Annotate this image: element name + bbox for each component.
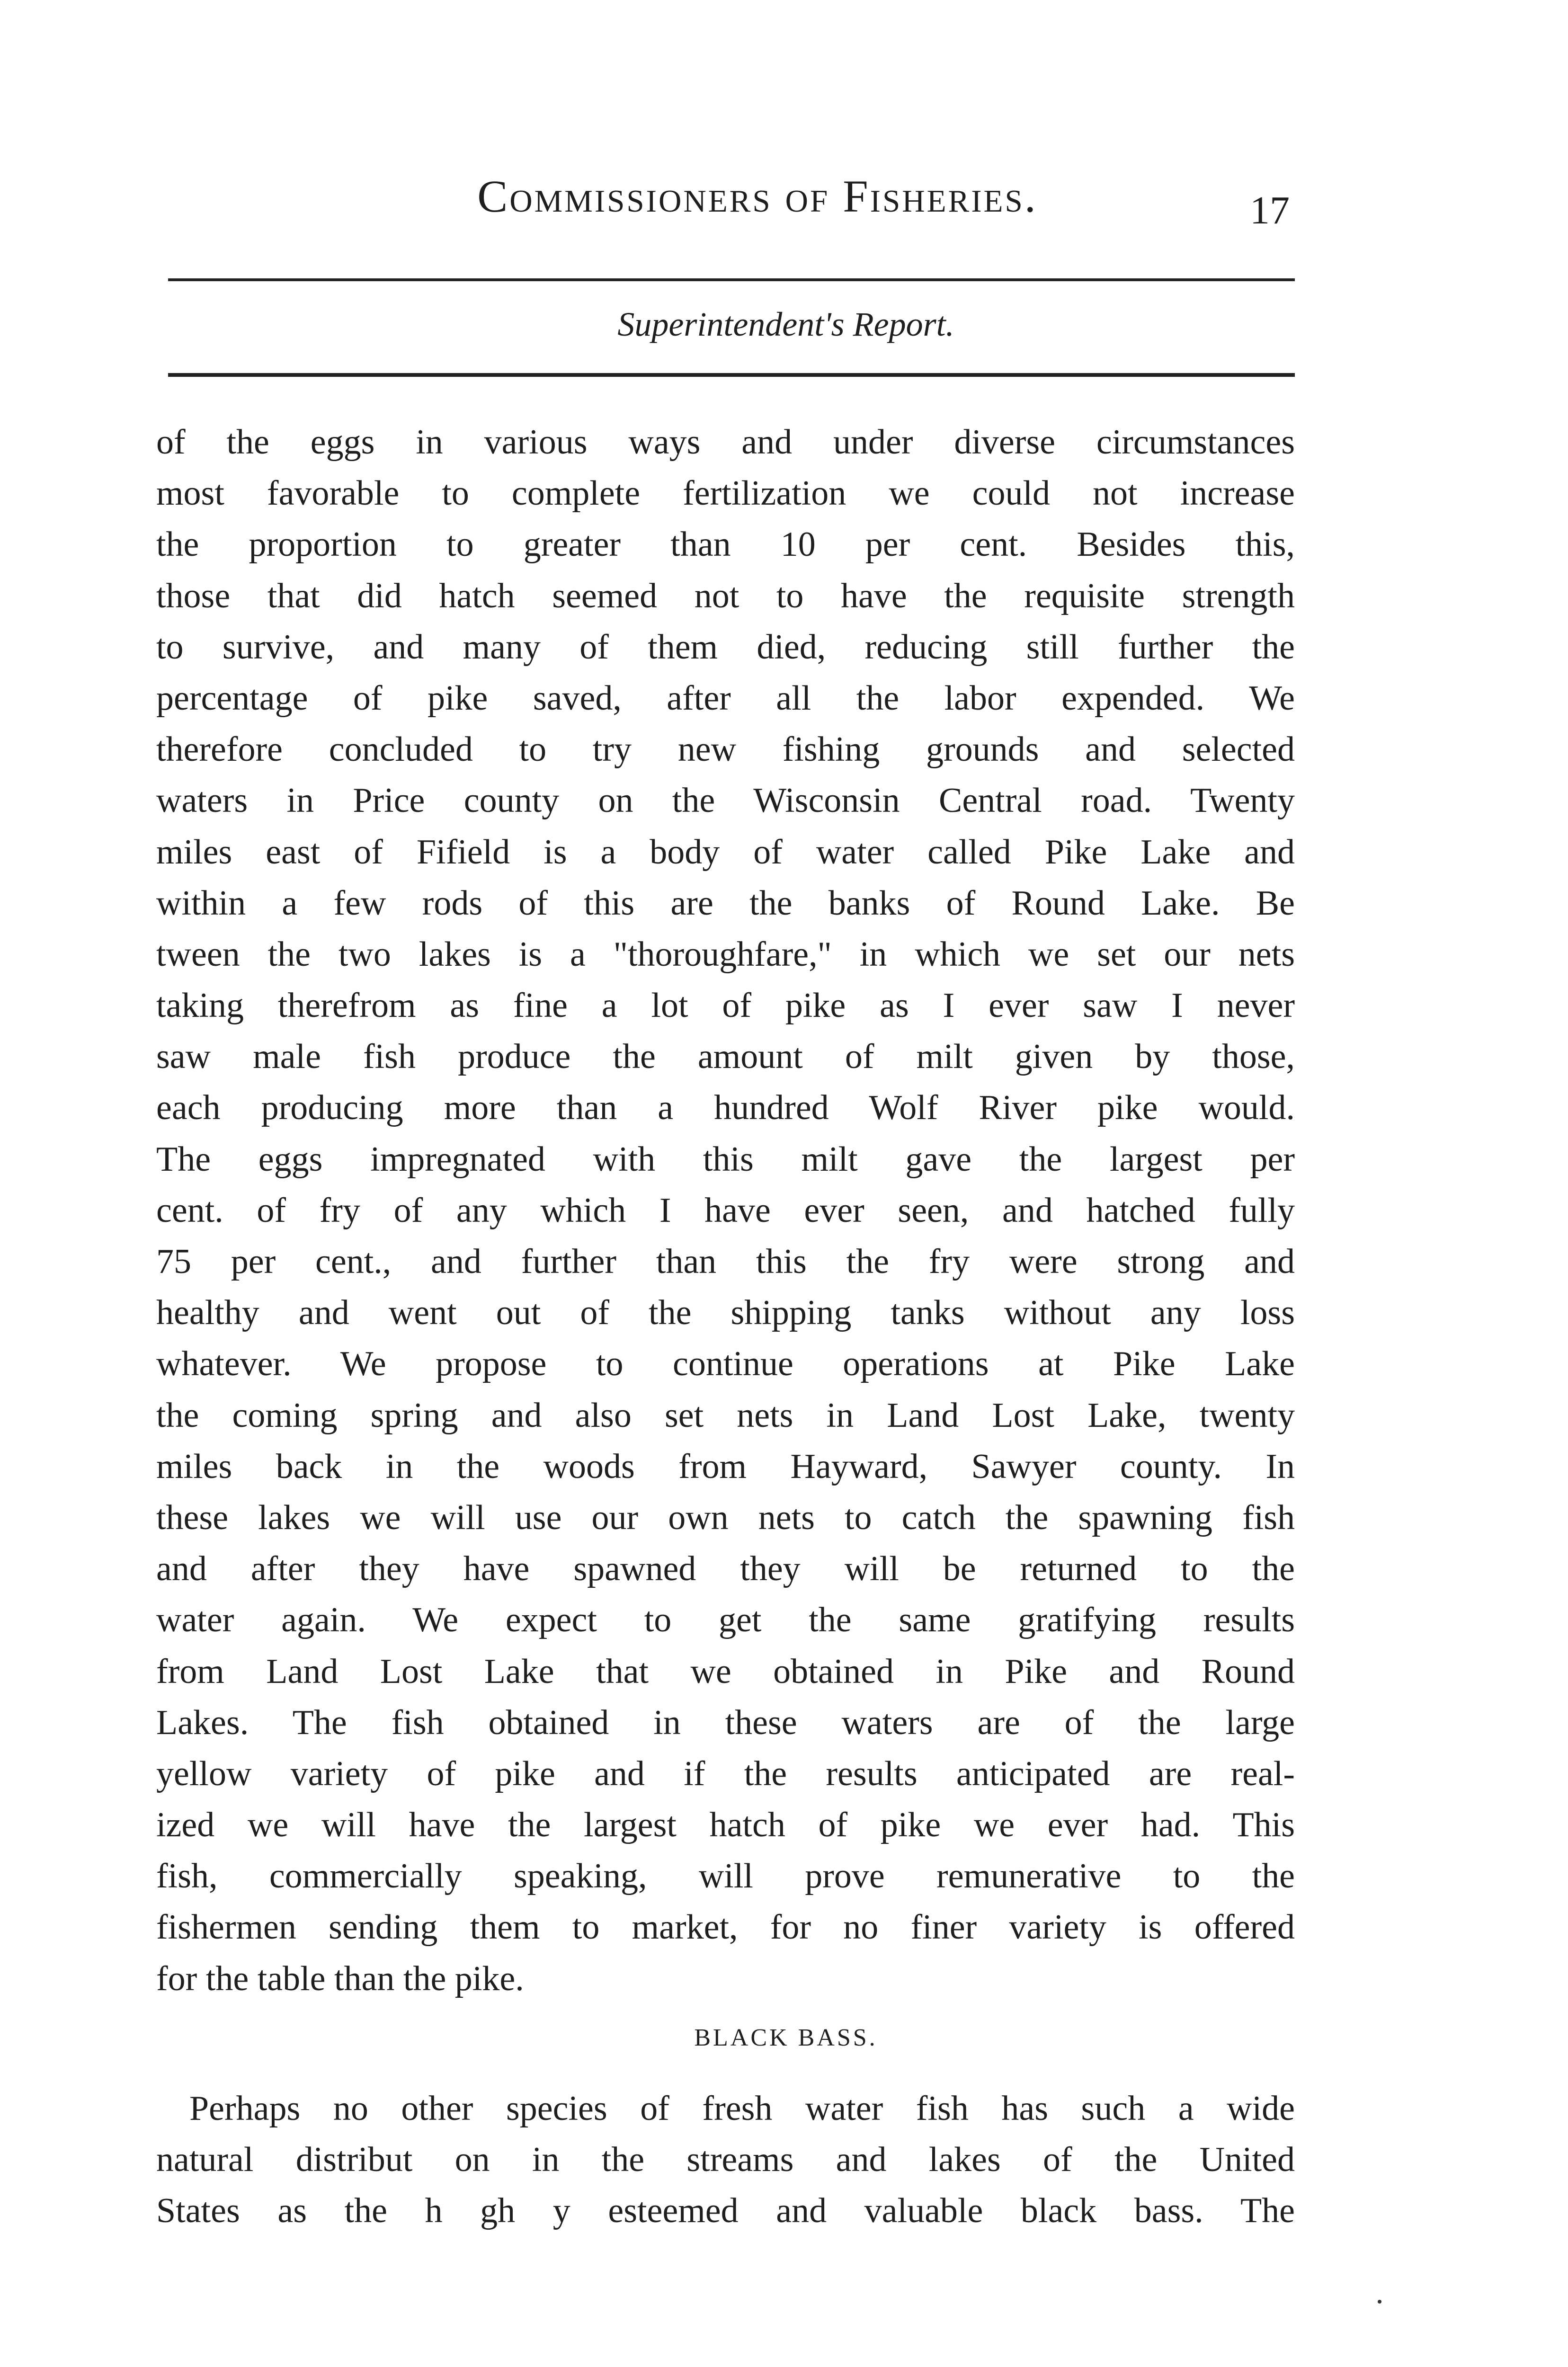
- text-line: water again. We expect to get the same gratifying results: [156, 1601, 1295, 1640]
- running-head-title: Commissioners of Fisheries.: [477, 171, 1038, 222]
- body-paragraph: [156, 417, 1295, 2004]
- section-paragraph: [156, 2083, 1295, 2236]
- text-line: fish, commercially speaking, will prove remunerative to the: [156, 1857, 1295, 1896]
- text-line: percentage of pike saved, after all the labor expended. We: [156, 678, 1295, 718]
- text-line: yellow variety of pike and if the results anticipated are real-: [156, 1754, 1295, 1793]
- text-line: 75 per cent., and further than this the fry were strong and: [156, 1242, 1295, 1281]
- text-line: and after they have spawned they will be returned to the: [156, 1549, 1295, 1589]
- text-line: for the table than the pike.: [156, 1959, 524, 1998]
- text-line: The eggs impregnated with this milt gave the largest per: [156, 1139, 1295, 1179]
- text-line: of the eggs in various ways and under diverse circumstances: [156, 423, 1295, 462]
- print-speck: [1378, 2300, 1381, 2304]
- text-line: therefore concluded to try new fishing grounds and selected: [156, 730, 1295, 769]
- text-line: miles back in the woods from Hayward, Sawyer county. In: [156, 1447, 1295, 1486]
- running-subhead: Superintendent's Report.: [617, 305, 954, 343]
- text-line: natural distribut on in the streams and lakes of the United: [156, 2140, 1295, 2179]
- text-line: most favorable to complete fertilization we could not increase: [156, 474, 1295, 513]
- text-line: these lakes we will use our own nets to catch the spawning fish: [156, 1498, 1295, 1537]
- text-line: each producing more than a hundred Wolf River pike would.: [156, 1088, 1295, 1128]
- header-rule-bottom: [168, 373, 1295, 377]
- text-line: fishermen sending them to market, for no finer variety is offered: [156, 1908, 1295, 1947]
- text-line: waters in Price county on the Wisconsin Central road. Twenty: [156, 781, 1295, 820]
- text-line: from Land Lost Lake that we obtained in Pike and Round: [156, 1652, 1295, 1691]
- header-rule-top: [168, 278, 1295, 281]
- text-line: whatever. We propose to continue operations at Pike Lake: [156, 1344, 1295, 1384]
- text-line: within a few rods of this are the banks of Round Lake. Be: [156, 883, 1295, 923]
- text-line: Lakes. The fish obtained in these waters are of the large: [156, 1703, 1295, 1742]
- text-line: the coming spring and also set nets in Land Lost Lake, twenty: [156, 1396, 1295, 1435]
- text-line: States as the h gh y esteemed and valuable black bass. The: [156, 2191, 1295, 2230]
- text-line: tween the two lakes is a "thoroughfare," in which we set our nets: [156, 934, 1295, 974]
- text-line: cent. of fry of any which I have ever seen, and hatched fully: [156, 1191, 1295, 1230]
- text-line: miles east of Fifield is a body of water called Pike Lake and: [156, 832, 1295, 872]
- text-line: taking therefrom as fine a lot of pike as I ever saw I never: [156, 986, 1295, 1025]
- page-number: 17: [1250, 188, 1290, 232]
- text-line: Perhaps no other species of fresh water fish has such a wide: [189, 2089, 1295, 2128]
- text-line: to survive, and many of them died, reducing still further the: [156, 627, 1295, 667]
- text-line: saw male fish produce the amount of milt given by those,: [156, 1037, 1295, 1077]
- text-line: ized we will have the largest hatch of pike we ever had. This: [156, 1806, 1295, 1845]
- text-line: the proportion to greater than 10 per cent. Besides this,: [156, 525, 1295, 564]
- text-line: healthy and went out of the shipping tanks without any loss: [156, 1293, 1295, 1333]
- section-heading: BLACK BASS.: [694, 2024, 878, 2051]
- text-line: those that did hatch seemed not to have the requisite strength: [156, 576, 1295, 615]
